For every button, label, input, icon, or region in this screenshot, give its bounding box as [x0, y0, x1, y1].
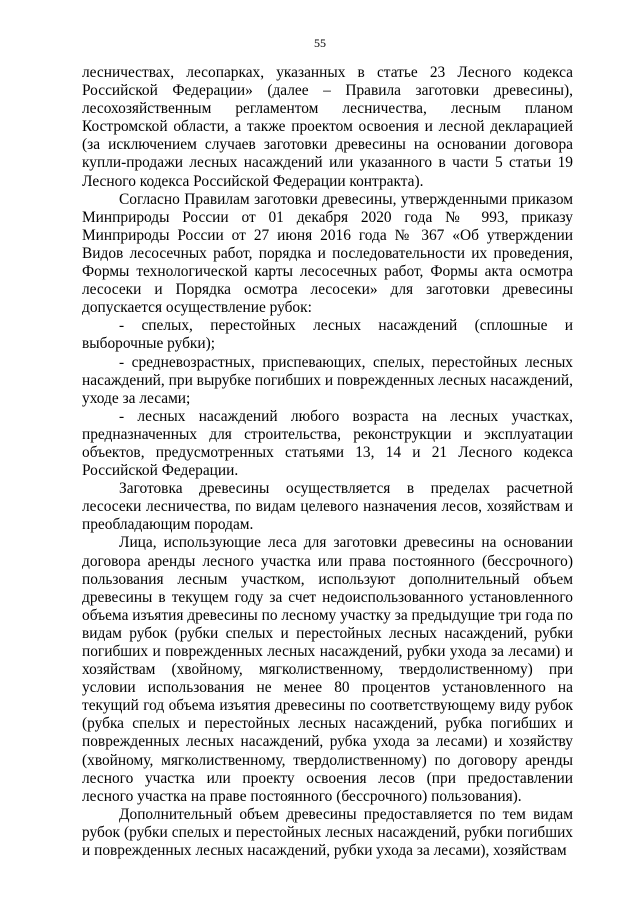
paragraph-continuation: лесничествах, лесопарках, указанных в статье 23 Лесного кодекса Российской Федерации» (далее – Правила заготовки древесины), лесохозяйственным регламентом лесничества, лесным планом Костромской области, а также проектом освоения и лесной декларацией (за исключением случаев заготовки древесины на основании договора купли-продажи лесных насаждений или указанного в части 5 статьи 19 Лесного кодекса Российской Федерации контракта). — [82, 64, 573, 190]
paragraph-additional-volume-use: Лица, использующие леса для заготовки древесины на основании договора аренды лесного участка или права постоянного (бессрочного) пользования лесным участком, используют дополнительный объем древесины в текущем году за счет недоиспользованного установленного объема изъятия древесины по лесному участку за предыдущие три года по видам рубок (рубки спелых и перестойных лесных насаждений, рубки погибших и поврежденных лесных насаждений, рубки ухода за лесами) и хозяйствам (хвойному, мягколиственному, твердолиственному) при условии использования не менее 80 процентов установленного на текущий год объема изъятия древесины по соответствующему виду рубок (рубка спелых и перестойных лесных насаждений, рубка погибших и поврежденных лесных насаждений, рубка ухода за лесами) и хозяйству (хвойному, мягколиственному, твердолиственному) по договору аренды лесного участка или проекту освоения лесов (при предоставлении лесного участка на праве постоянного (бессрочного) пользования). — [82, 534, 573, 805]
list-item-middle-aged-stands: - средневозрастных, приспевающих, спелых, перестойных лесных насаждений, при вырубке погибших и поврежденных лесных насаждений, уходе за лесами; — [82, 353, 573, 407]
body-text — [82, 64, 573, 860]
page-number: 55 — [314, 36, 326, 50]
paragraph-additional-volume-provision: Дополнительный объем древесины предоставляется по тем видам рубок (рубки спелых и перестойных лесных насаждений, рубки погибших и поврежденных лесных насаждений, рубки ухода за лесами), хозяйствам — [82, 805, 573, 860]
paragraph-felling-rules: Согласно Правилам заготовки древесины, утвержденными приказом Минприроды России от 01 декабря 2020 года № 993, приказу Минприроды России от 27 июня 2016 года № 367 «Об утверждении Видов лесосечных работ, порядка и последовательности их проведения, Формы технологической карты лесосечных работ, Формы акта осмотра лесосеки и Порядка осмотра лесосеки» для заготовки древесины допускается осуществление рубок: — [82, 190, 573, 317]
paragraph-allowable-cut: Заготовка древесины осуществляется в пределах расчетной лесосеки лесничества, по видам целевого назначения лесов, хозяйствам и преобладающим породам. — [82, 480, 573, 534]
list-item-any-age-stands: - лесных насаждений любого возраста на лесных участках, предназначенных для строительства, реконструкции и эксплуатации объектов, предусмотренных статьями 13, 14 и 21 Лесного кодекса Российской Федерации. — [82, 407, 573, 480]
list-item-mature-stands: - спелых, перестойных лесных насаждений (сплошные и выборочные рубки); — [82, 317, 573, 353]
